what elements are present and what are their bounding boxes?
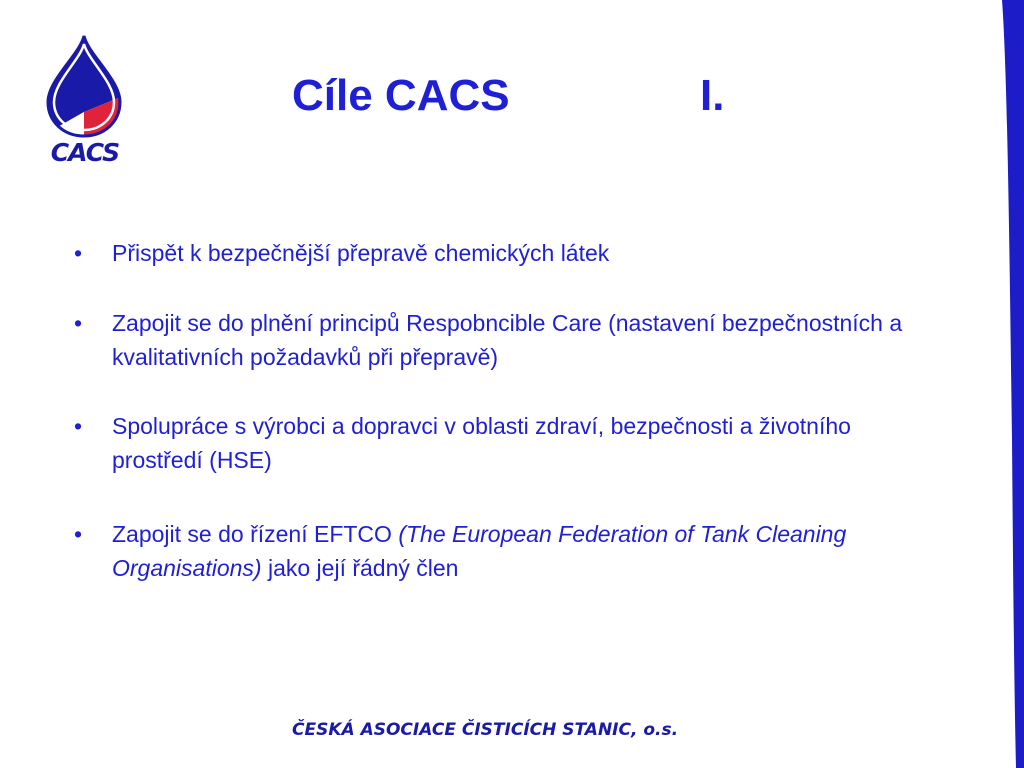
bullet-text: Spolupráce s výrobci a dopravci v oblasti zdraví, bezpečnosti a životního prostředí (HSE) xyxy=(112,413,851,473)
bullet-text: Přispět k bezpečnější přepravě chemických látek xyxy=(112,240,610,266)
bullet-text-before: Zapojit se do řízení EFTCO xyxy=(112,521,399,547)
drop-logo-icon xyxy=(42,32,128,140)
cacs-logo xyxy=(42,32,128,172)
bullet-item xyxy=(74,306,934,374)
bullet-list xyxy=(74,236,934,585)
bullet-text-after: jako její řádný člen xyxy=(261,555,459,581)
footer-organization-name: ČESKÁ ASOCIACE ČISTICÍCH STANIC, o.s. xyxy=(292,720,679,740)
bullet-text-italic: (The European Federation of Tank Cleaning Organisations) xyxy=(112,521,847,581)
slide-title: Cíle CACS xyxy=(292,71,510,120)
bullet-item xyxy=(74,409,934,477)
slide-title-number: I. xyxy=(700,71,725,120)
right-border-stripe xyxy=(998,0,1024,768)
bullet-item xyxy=(74,517,934,585)
bullet-item xyxy=(74,236,934,270)
bullet-text: Zapojit se do plnění principů Respobncible Care (nastavení bezpečnostních a kvalitativních požadavků při přepravě) xyxy=(112,310,903,370)
logo-text: CACS xyxy=(50,138,120,167)
